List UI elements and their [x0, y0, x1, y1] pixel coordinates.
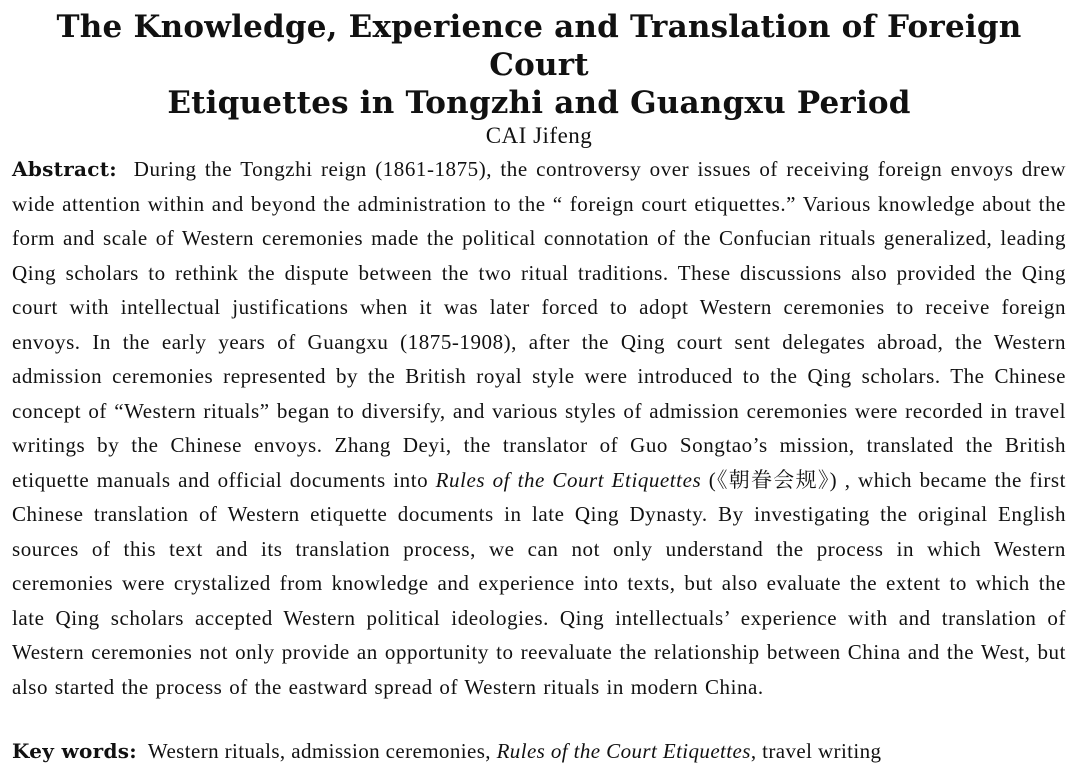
- title-line-2: Etiquettes in Tongzhi and Guangxu Period: [167, 85, 911, 121]
- abstract-text-part1: During the Tongzhi reign (1861-1875), the controversy over issues of receiving foreign envoys drew wide attention within and beyond the administration to the “ foreign court etiquettes.” Various knowledge about the form and scale of Western ceremonies made the political connotation of the Confucian rituals generalized, leading Qing scholars to rethink the dispute between the two ritual traditions. These discussions also provided the Qing court with intellectual justifications when it was later forced to adopt Western ceremonies to receive foreign envoys. In the early years of Guangxu (1875-1908), after the Qing court sent delegates abroad, the Western admission ceremonies represented by the British royal style were introduced to the Qing scholars. The Chinese concept of “Western rituals” began to diversify, and various styles of admission ceremonies were recorded in travel writings by the Chinese envoys. Zhang Deyi, the translator of Guo Songtao’s mission, translated the British etiquette manuals and official documents into: [12, 157, 1066, 492]
- title-line-1: The Knowledge, Experience and Translation of Foreign Court: [56, 9, 1022, 83]
- abstract-paragraph: [12, 152, 1066, 704]
- author-name: CAI Jifeng: [485, 123, 593, 148]
- keywords-text-part1: Western rituals, admission ceremonies,: [147, 739, 491, 763]
- keywords-label: Key words:: [12, 739, 137, 763]
- keywords-line: [12, 736, 1066, 766]
- abstract-book-title: Rules of the Court Etiquettes: [435, 467, 702, 492]
- paper-title: [12, 8, 1066, 122]
- abstract-text-part2: , which became the first Chinese translation of Western etiquette documents in late Qing Dynasty. By investigating the original English sources of this text and its translation process, we can not only understand the process in which Western ceremonies were crystalized from knowledge and experience into texts, but also evaluate the extent to which the late Qing scholars accepted Western political ideologies. Qing intellectuals’ experience with and translation of Western ceremonies not only provide an opportunity to reevaluate the relationship between China and the West, but also started the process of the eastward spread of Western rituals in modern China.: [12, 467, 1066, 699]
- abstract-label: Abstract:: [12, 157, 117, 181]
- abstract-chinese-title: (《朝眷会规》): [708, 467, 838, 492]
- keywords-text-part2: , travel writing: [750, 739, 882, 763]
- keywords-book-title: Rules of the Court Etiquettes: [496, 739, 751, 763]
